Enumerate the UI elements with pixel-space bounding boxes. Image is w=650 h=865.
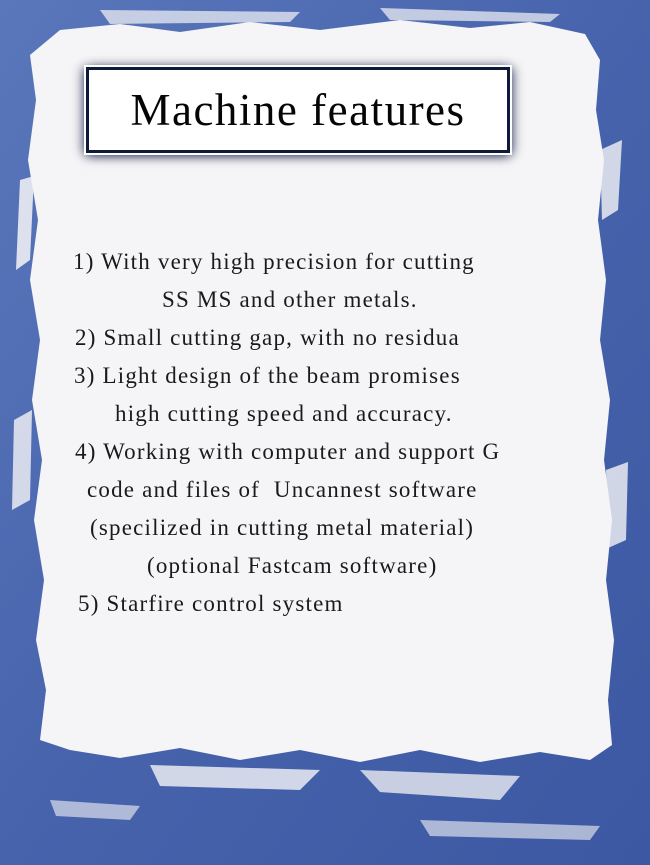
page-title: Machine features [130,85,466,135]
feature-line: SS MS and other metals. [162,287,418,312]
title-box [86,67,510,153]
feature-line: (optional Fastcam software) [147,553,438,578]
feature-line: 3) Light design of the beam promises [74,363,461,388]
feature-line: (specilized in cutting metal material) [90,515,475,540]
feature-line: 2) Small cutting gap, with no residua [75,325,460,350]
feature-line: high cutting speed and accuracy. [115,401,453,426]
feature-line: 5) Starfire control system [78,591,344,616]
feature-line: code and files of Uncannest software [87,477,478,502]
feature-line: 1) With very high precision for cutting [73,249,475,274]
feature-line: 4) Working with computer and support G [75,439,501,464]
